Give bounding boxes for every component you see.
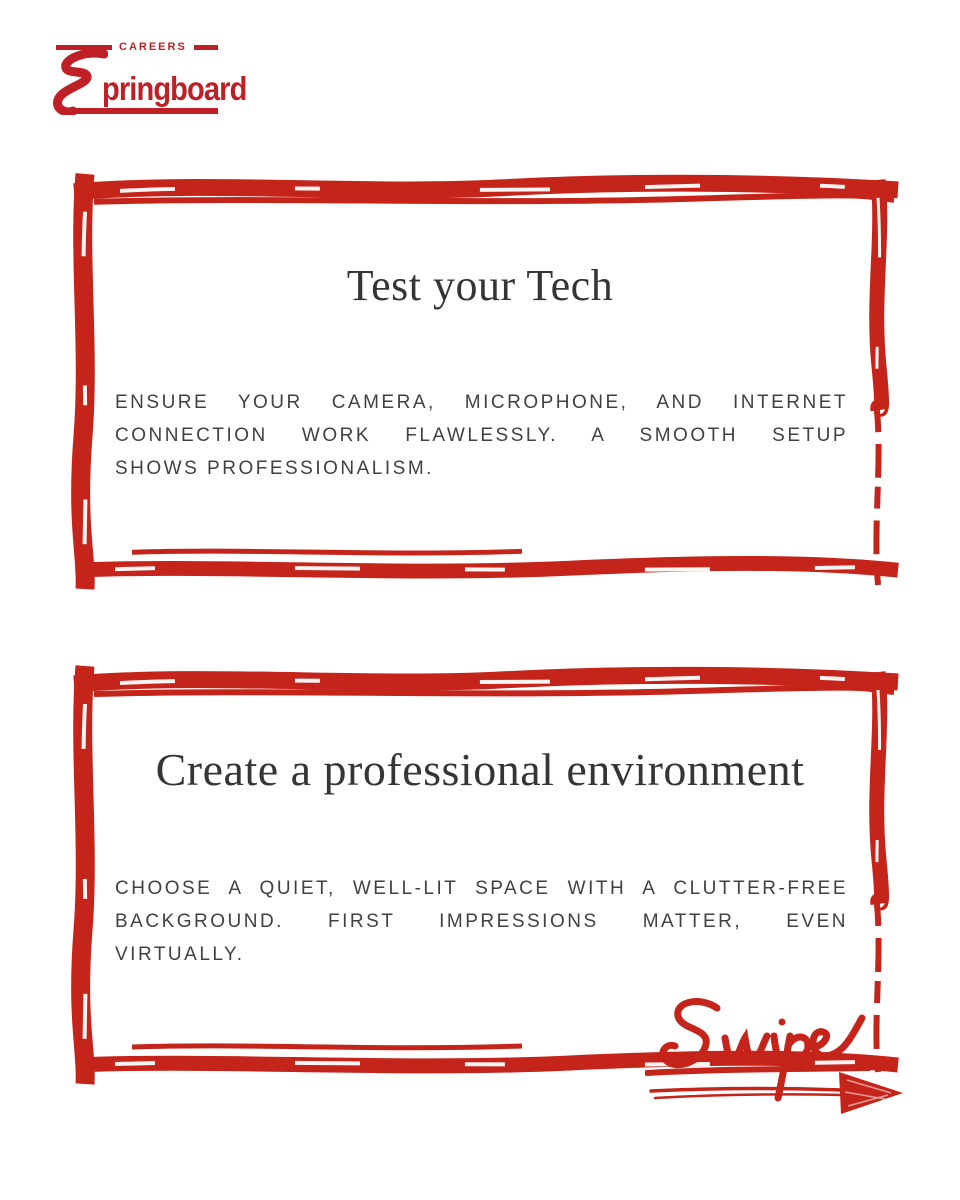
card-body: [115, 872, 848, 971]
tip-card-test-your-tech: [60, 168, 900, 595]
body-line: ENSURE YOUR CAMERA, MICROPHONE, AND INTERNET: [115, 392, 848, 413]
swipe-script-and-arrow-icon: [645, 996, 913, 1126]
swipe-indicator[interactable]: [645, 996, 913, 1126]
springboard-label: pringboard: [102, 70, 247, 107]
card-title: Test your Tech: [346, 261, 614, 310]
body-line: CHOOSE A QUIET, WELL-LIT SPACE WITH A CLUTTER-FREE: [115, 878, 848, 899]
brush-frame-icon: [60, 168, 900, 595]
careers-springboard-logo: [50, 41, 247, 114]
body-line: SHOWS PROFESSIONALISM.: [115, 458, 434, 479]
body-line: BACKGROUND. FIRST IMPRESSIONS MATTER, EVEN: [115, 911, 848, 932]
logo-bar-right: [194, 45, 218, 50]
logo-wordmark: [50, 45, 247, 107]
body-line: VIRTUALLY.: [115, 944, 245, 965]
card-body: [115, 386, 848, 485]
careers-label: CAREERS: [119, 41, 187, 53]
card-title: Create a professional environment: [155, 744, 805, 795]
s-swoosh-icon: [50, 49, 108, 115]
body-line: CONNECTION WORK FLAWLESSLY. A SMOOTH SETUP: [115, 425, 848, 446]
